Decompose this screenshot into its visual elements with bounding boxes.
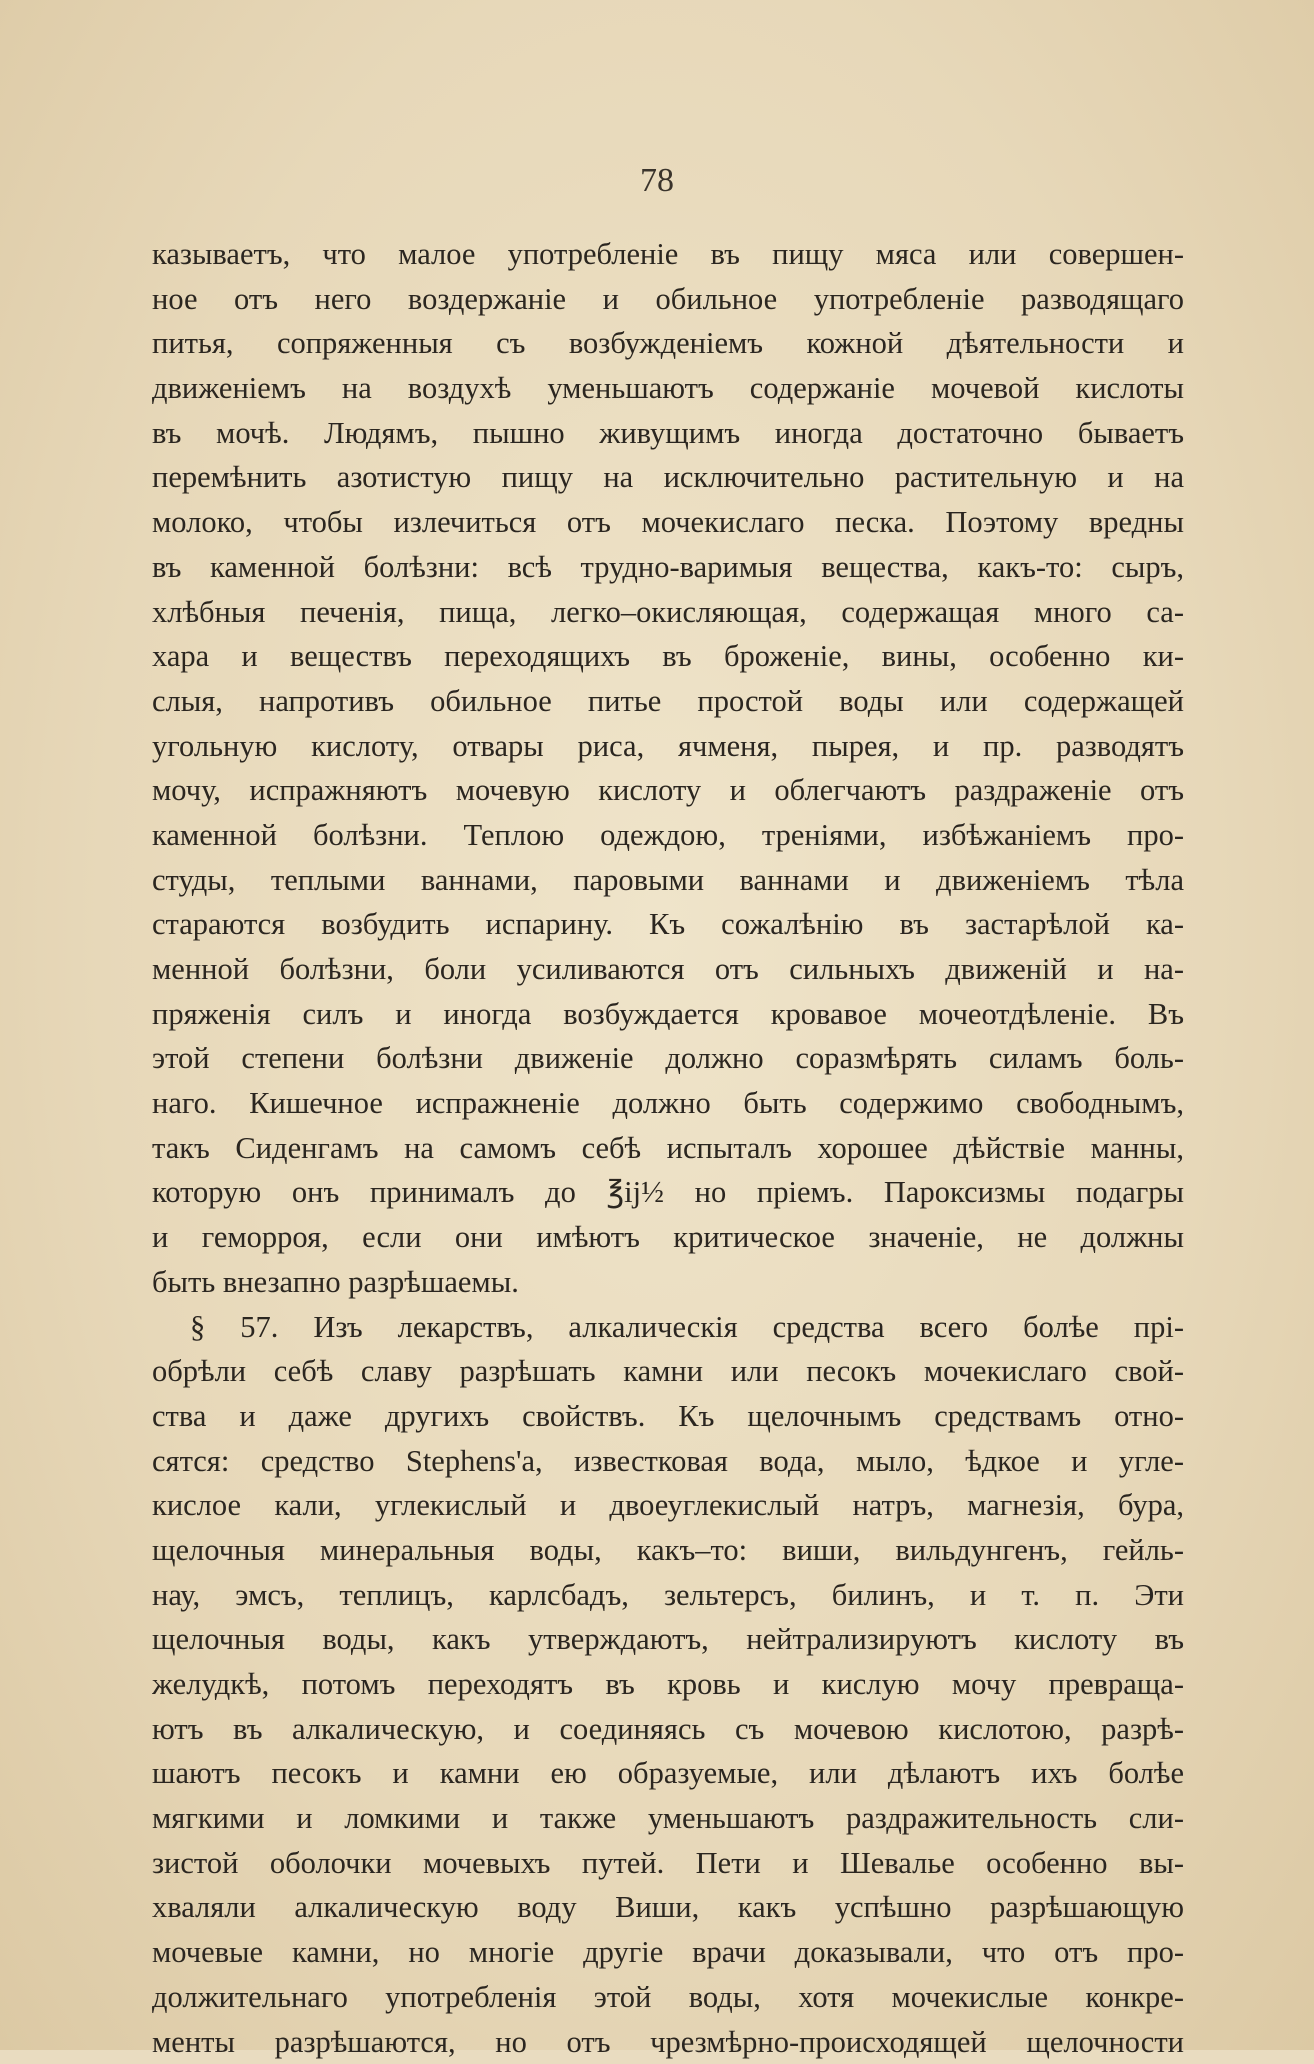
text-line: шаютъ песокъ и камни ею образуемые, или дѣлаютъ ихъ болѣе (152, 1751, 1184, 1796)
text-line: щелочныя воды, какъ утверждаютъ, нейтрализируютъ кислоту въ (152, 1617, 1184, 1662)
text-line: обрѣли себѣ славу разрѣшать камни или песокъ мочекислаго свой- (152, 1349, 1184, 1394)
text-line: должительнаго употребленія этой воды, хотя мочекислые конкре- (152, 1975, 1184, 2020)
body-text (152, 232, 1184, 2064)
text-line: хлѣбныя печенія, пища, легко–окисляющая, содержащая много са- (152, 590, 1184, 635)
text-line: менты разрѣшаются, но отъ чрезмѣрно-происходящей щелочности (152, 2020, 1184, 2064)
text-line: менной болѣзни, боли усиливаются отъ сильныхъ движеній и на- (152, 947, 1184, 992)
text-line: кислое кали, углекислый и двоеуглекислый натръ, магнезія, бура, (152, 1483, 1184, 1528)
text-line: щелочныя минеральныя воды, какъ–то: виши, вильдунгенъ, гейль- (152, 1528, 1184, 1573)
text-line: которую онъ принималъ до ℥ij½ но пріемъ. Пароксизмы подагры (152, 1170, 1184, 1215)
text-line: казываетъ, что малое употребленіе въ пищу мяса или совершен- (152, 232, 1184, 277)
text-line: перемѣнить азотистую пищу на исключительно растительную и на (152, 455, 1184, 500)
text-line: питья, сопряженныя съ возбужденіемъ кожной дѣятельности и (152, 321, 1184, 366)
text-line: и геморроя, если они имѣютъ критическое значеніе, не должны (152, 1215, 1184, 1260)
text-line: пряженія силъ и иногда возбуждается кровавое мочеотдѣленіе. Въ (152, 992, 1184, 1037)
text-line: движеніемъ на воздухѣ уменьшаютъ содержаніе мочевой кислоты (152, 366, 1184, 411)
text-line: мочевые камни, но многіе другіе врачи доказывали, что отъ про- (152, 1930, 1184, 1975)
text-line: стараются возбудить испарину. Къ сожалѣнію въ застарѣлой ка- (152, 902, 1184, 947)
text-line: хара и веществъ переходящихъ въ броженіе, вины, особенно ки- (152, 634, 1184, 679)
text-line: въ каменной болѣзни: всѣ трудно-варимыя вещества, какъ-то: сыръ, (152, 545, 1184, 590)
text-line: мочу, испражняютъ мочевую кислоту и облегчаютъ раздраженіе отъ (152, 768, 1184, 813)
text-line: мягкими и ломкими и также уменьшаютъ раздражительность сли- (152, 1796, 1184, 1841)
text-line: каменной болѣзни. Теплою одеждою, треніями, избѣжаніемъ про- (152, 813, 1184, 858)
text-line: ное отъ него воздержаніе и обильное употребленіе разводящаго (152, 277, 1184, 322)
text-line: ютъ въ алкалическую, и соединяясь съ мочевою кислотою, разрѣ- (152, 1707, 1184, 1752)
text-line: угольную кислоту, отвары риса, ячменя, пырея, и пр. разводятъ (152, 724, 1184, 769)
text-line: сятся: средство Stephens'a, известковая вода, мыло, ѣдкое и угле- (152, 1439, 1184, 1484)
page-number: 78 (0, 162, 1314, 200)
text-line: этой степени болѣзни движеніе должно соразмѣрять силамъ боль- (152, 1036, 1184, 1081)
text-line: слыя, напротивъ обильное питье простой воды или содержащей (152, 679, 1184, 724)
text-line: студы, теплыми ваннами, паровыми ваннами и движеніемъ тѣла (152, 858, 1184, 903)
text-line: молоко, чтобы излечиться отъ мочекислаго песка. Поэтому вредны (152, 500, 1184, 545)
text-line: зистой оболочки мочевыхъ путей. Пети и Шевалье особенно вы- (152, 1841, 1184, 1886)
text-line: хваляли алкалическую воду Виши, какъ успѣшно разрѣшающую (152, 1885, 1184, 1930)
text-line: желудкѣ, потомъ переходятъ въ кровь и кислую мочу превраща- (152, 1662, 1184, 1707)
text-line: въ мочѣ. Людямъ, пышно живущимъ иногда достаточно бываетъ (152, 411, 1184, 456)
text-line: быть внезапно разрѣшаемы. (152, 1260, 1184, 1305)
text-line: такъ Сиденгамъ на самомъ себѣ испыталъ хорошее дѣйствіе манны, (152, 1126, 1184, 1171)
text-line: наго. Кишечное испражненіе должно быть содержимо свободнымъ, (152, 1081, 1184, 1126)
text-line: § 57. Изъ лекарствъ, алкалическія средства всего болѣе прі- (152, 1305, 1184, 1350)
text-line: ства и даже другихъ свойствъ. Къ щелочнымъ средствамъ отно- (152, 1394, 1184, 1439)
text-line: нау, эмсъ, теплицъ, карлсбадъ, зельтерсъ, билинъ, и т. п. Эти (152, 1573, 1184, 1618)
